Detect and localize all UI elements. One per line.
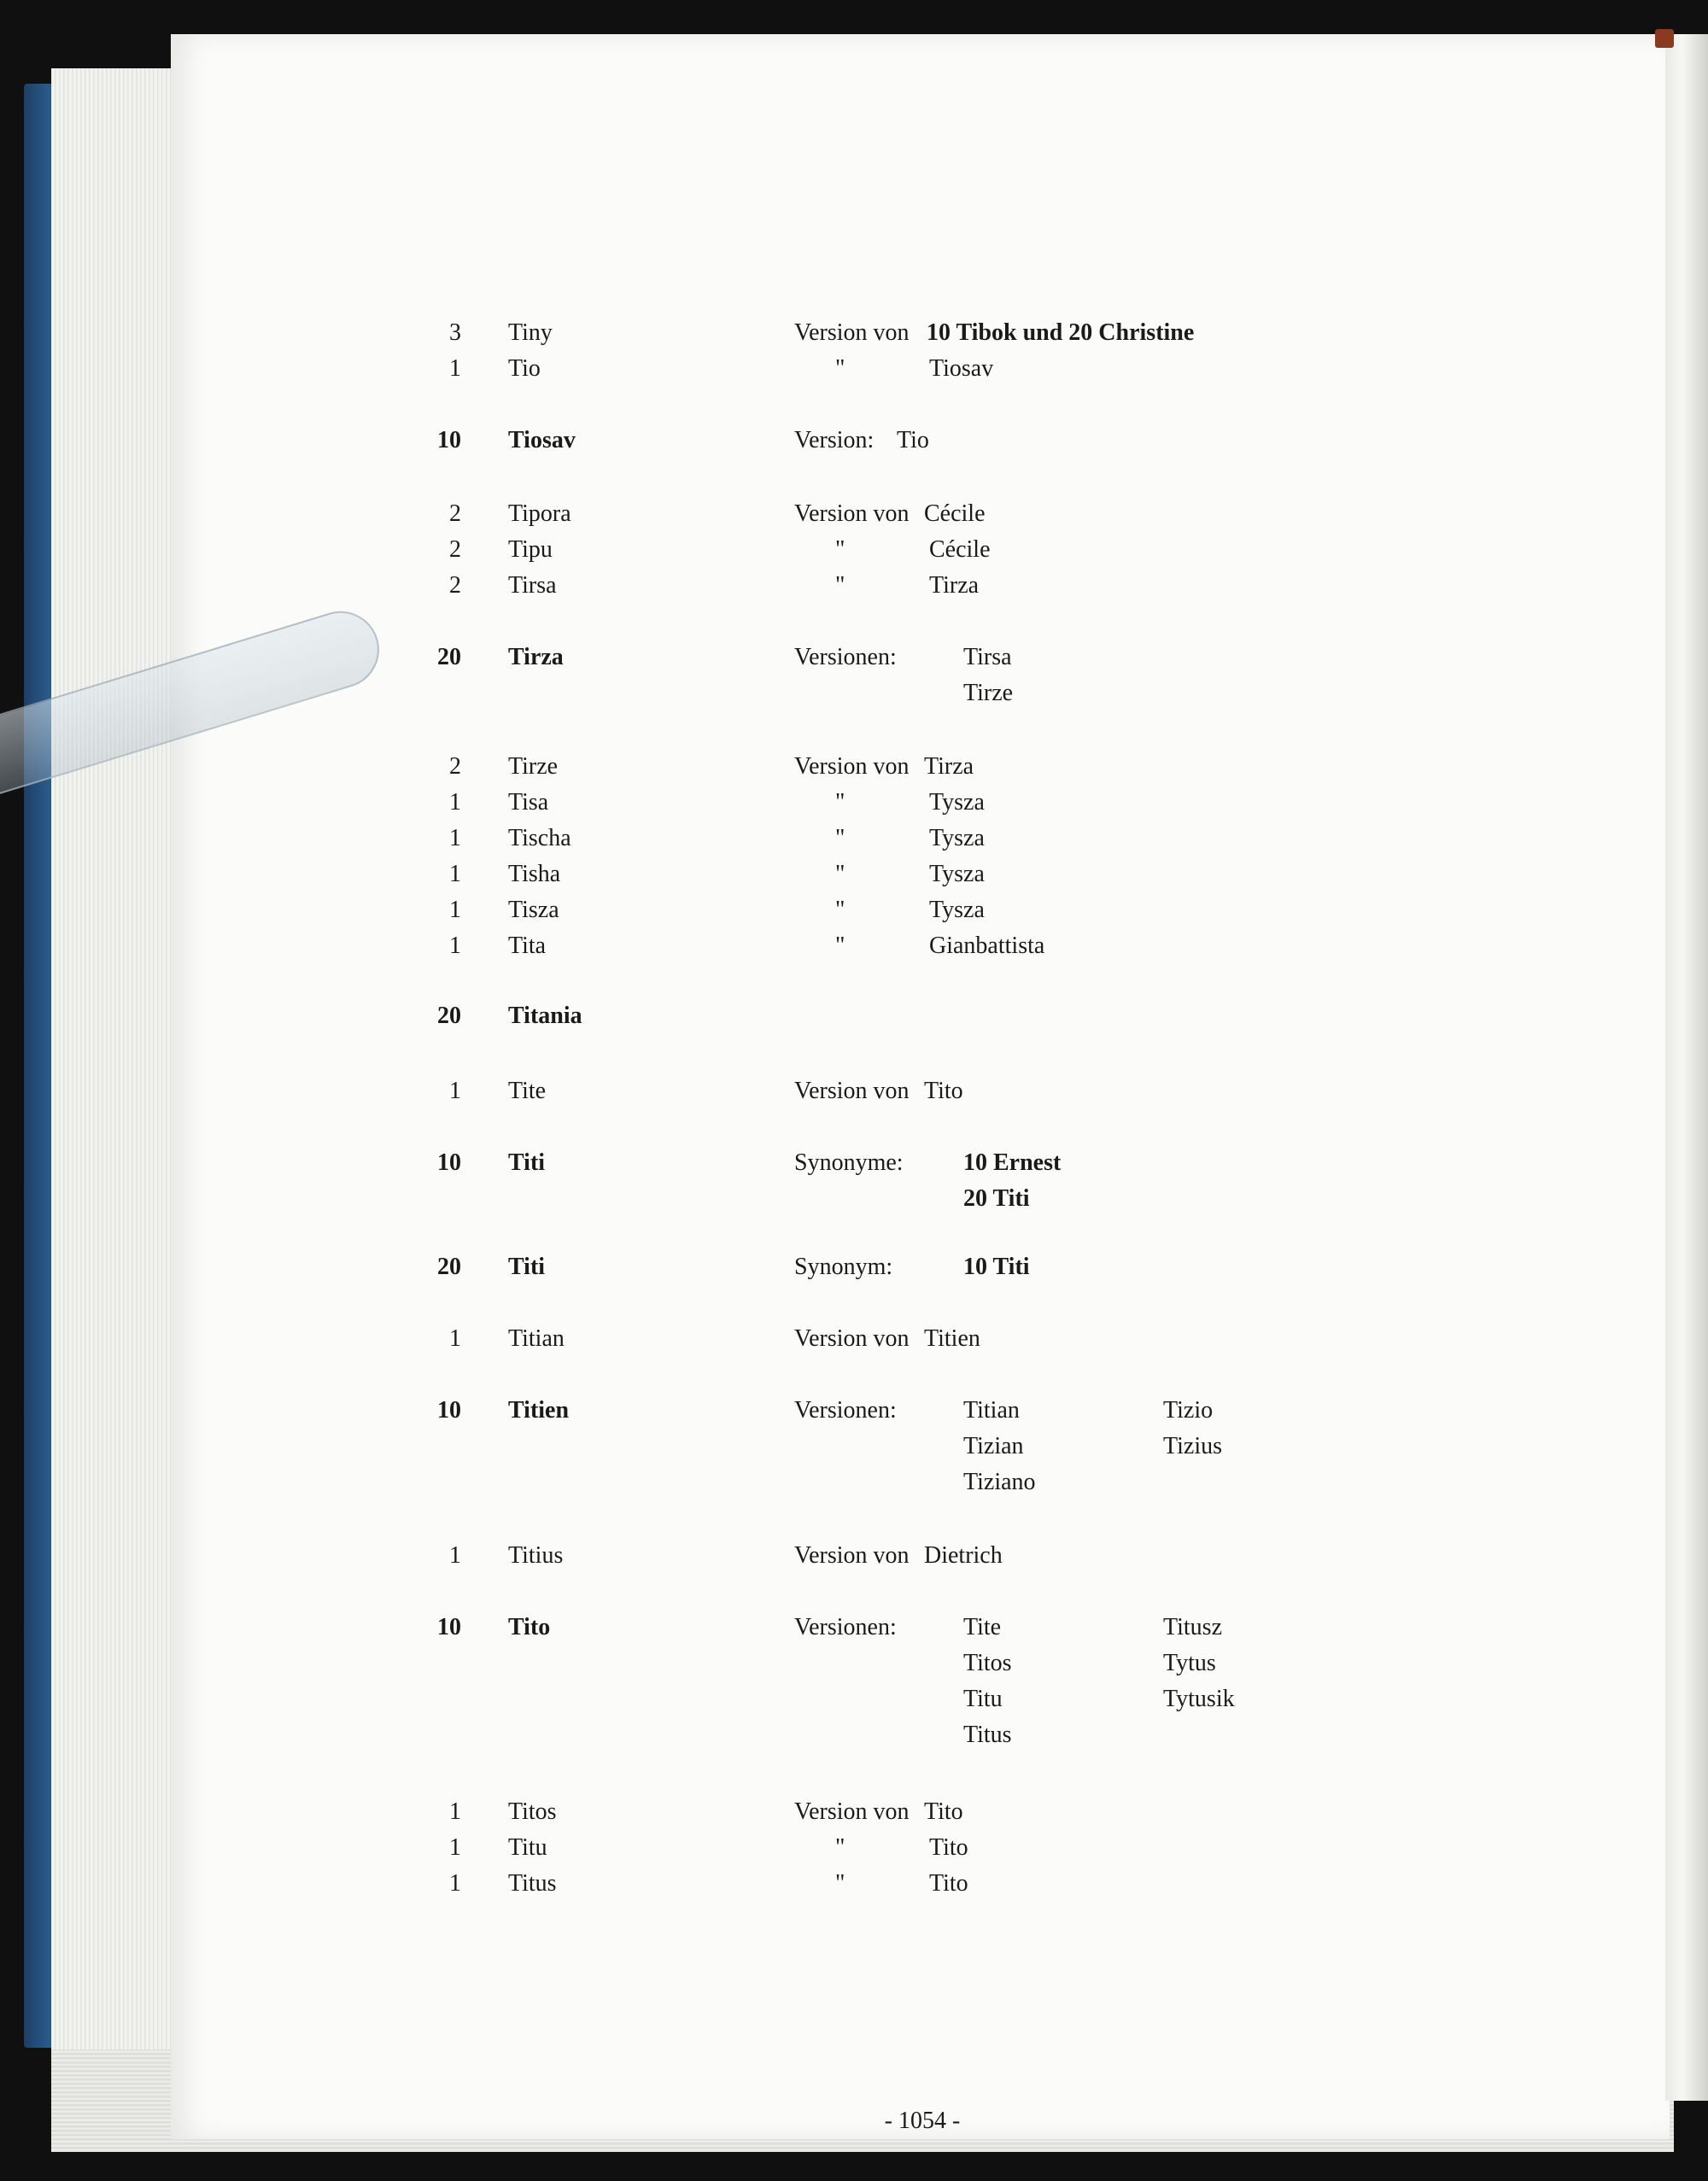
entry-name: Tio xyxy=(508,355,541,382)
entry-reference: Cécile xyxy=(924,500,986,527)
entry-reference: Cécile xyxy=(929,536,991,563)
entry-relation-label: Version von xyxy=(794,753,910,780)
entry-name: Tirze xyxy=(508,753,559,780)
ditto-mark: " xyxy=(835,1834,845,1861)
entry-name: Tisza xyxy=(508,897,559,923)
entry-reference: Tirza xyxy=(929,572,980,599)
entry-reference: Tizio xyxy=(1163,1397,1214,1424)
entry-reference: Tiosav xyxy=(929,355,994,382)
entry-reference: Tito xyxy=(924,1798,963,1825)
entry-name: Titos xyxy=(508,1798,557,1825)
entry-row xyxy=(0,1148,1708,1212)
entry-reference: Tysza xyxy=(929,789,985,816)
entry-frequency: 1 xyxy=(449,355,461,382)
entry-name: Tirsa xyxy=(508,572,557,599)
entry-row xyxy=(0,1833,1708,1863)
entry-name: Titian xyxy=(508,1325,564,1352)
entry-name: Tisha xyxy=(508,861,561,887)
entry-name: Titania xyxy=(508,1003,582,1029)
entry-frequency: 1 xyxy=(449,1798,461,1825)
entry-row xyxy=(0,823,1708,854)
entry-reference: Tysza xyxy=(929,861,985,887)
entry-frequency: 2 xyxy=(449,500,461,527)
page-number: - 1054 - xyxy=(884,2108,961,2134)
entry-name: Tiosav xyxy=(508,427,576,453)
entry-relation-label: Version von xyxy=(794,1798,910,1825)
entry-row xyxy=(0,318,1708,348)
entry-frequency: 10 xyxy=(437,1614,461,1640)
entry-relation-label: Versionen: xyxy=(794,1397,897,1424)
ditto-mark: " xyxy=(835,933,845,959)
entry-frequency: 1 xyxy=(449,861,461,887)
entry-row xyxy=(0,1868,1708,1899)
entry-relation-label: Version: xyxy=(794,427,874,453)
entry-reference: Titu xyxy=(963,1686,1003,1712)
entry-reference: Tito xyxy=(929,1870,968,1897)
entry-reference: 10 Tibok und 20 Christine xyxy=(927,319,1195,346)
entry-relation-label: Version von xyxy=(794,1542,910,1569)
ditto-mark: " xyxy=(835,825,845,851)
entry-frequency: 10 xyxy=(437,427,461,453)
entry-reference: 10 Titi xyxy=(963,1254,1030,1280)
entry-relation-label: Synonym: xyxy=(794,1254,893,1280)
entry-name: Titius xyxy=(508,1542,564,1569)
entry-reference: Tito xyxy=(924,1078,963,1104)
entry-frequency: 10 xyxy=(437,1397,461,1424)
entry-relation-label: Versionen: xyxy=(794,1614,897,1640)
entry-frequency: 1 xyxy=(449,1870,461,1897)
entry-relation-label: Versionen: xyxy=(794,644,897,670)
entry-reference: Titus xyxy=(963,1722,1012,1748)
entry-name: Tita xyxy=(508,933,547,959)
entry-frequency: 3 xyxy=(449,319,461,346)
entry-row xyxy=(0,642,1708,706)
entry-reference: Tio xyxy=(897,427,929,453)
entry-row xyxy=(0,535,1708,565)
entry-reference: Tirsa xyxy=(963,644,1012,670)
entry-name: Titu xyxy=(508,1834,547,1861)
entry-reference: Gianbattista xyxy=(929,933,1045,959)
ditto-mark: " xyxy=(835,789,845,816)
entry-reference: 20 Titi xyxy=(963,1185,1030,1212)
entry-frequency: 2 xyxy=(449,536,461,563)
entry-frequency: 20 xyxy=(437,1003,461,1029)
entry-relation-label: Version von xyxy=(794,1325,910,1352)
entry-frequency: 1 xyxy=(449,933,461,959)
entry-row xyxy=(0,859,1708,890)
entry-name: Titi xyxy=(508,1254,546,1280)
entry-name: Tipora xyxy=(508,500,571,527)
entry-row xyxy=(0,1252,1708,1283)
entry-row xyxy=(0,751,1708,782)
entry-frequency: 1 xyxy=(449,789,461,816)
entry-row xyxy=(0,931,1708,962)
entry-relation-label: Synonyme: xyxy=(794,1149,904,1176)
entry-frequency: 20 xyxy=(437,1254,461,1280)
entry-row xyxy=(0,1797,1708,1827)
entry-name: Tipu xyxy=(508,536,553,563)
entry-row xyxy=(0,354,1708,384)
entry-name: Tirza xyxy=(508,644,564,670)
entry-reference: Tytus xyxy=(1163,1650,1216,1676)
entry-frequency: 1 xyxy=(449,897,461,923)
entry-row xyxy=(0,499,1708,529)
entry-name: Titien xyxy=(508,1397,570,1424)
entry-reference: Titos xyxy=(963,1650,1012,1676)
entry-reference: Titusz xyxy=(1163,1614,1223,1640)
entry-name: Tischa xyxy=(508,825,571,851)
ditto-mark: " xyxy=(835,1870,845,1897)
entry-name: Tite xyxy=(508,1078,547,1104)
entry-name: Titi xyxy=(508,1149,546,1176)
entry-reference: Tite xyxy=(963,1614,1002,1640)
entry-row xyxy=(0,1612,1708,1748)
entry-row xyxy=(0,1541,1708,1571)
ditto-mark: " xyxy=(835,355,845,382)
entry-reference: Tirze xyxy=(963,680,1014,706)
ditto-mark: " xyxy=(835,572,845,599)
ditto-mark: " xyxy=(835,536,845,563)
entry-name: Tito xyxy=(508,1614,551,1640)
entry-reference: Tytusik xyxy=(1163,1686,1235,1712)
entry-frequency: 1 xyxy=(449,1078,461,1104)
entry-frequency: 1 xyxy=(449,1325,461,1352)
ditto-mark: " xyxy=(835,861,845,887)
entry-frequency: 1 xyxy=(449,1834,461,1861)
entry-row xyxy=(0,1395,1708,1495)
entry-reference: 10 Ernest xyxy=(963,1149,1062,1176)
entry-relation-label: Version von xyxy=(794,1078,910,1104)
entry-name: Titus xyxy=(508,1870,557,1897)
entry-reference: Tirza xyxy=(924,753,974,780)
entry-reference: Tito xyxy=(929,1834,968,1861)
entry-reference: Tiziano xyxy=(963,1469,1036,1495)
entry-relation-label: Version von xyxy=(794,319,910,346)
entry-frequency: 10 xyxy=(437,1149,461,1176)
entry-relation-label: Version von xyxy=(794,500,910,527)
entry-frequency: 2 xyxy=(449,572,461,599)
entry-reference: Dietrich xyxy=(924,1542,1003,1569)
entry-reference: Tizius xyxy=(1163,1433,1223,1459)
entry-row xyxy=(0,1076,1708,1107)
entry-row xyxy=(0,570,1708,601)
ditto-mark: " xyxy=(835,897,845,923)
entry-reference: Titian xyxy=(963,1397,1020,1424)
entry-frequency: 2 xyxy=(449,753,461,780)
entry-row xyxy=(0,1324,1708,1354)
entry-reference: Titien xyxy=(924,1325,980,1352)
entry-reference: Tysza xyxy=(929,897,985,923)
entry-row xyxy=(0,1001,1708,1032)
entry-reference: Tizian xyxy=(963,1433,1024,1459)
entry-frequency: 1 xyxy=(449,825,461,851)
entry-reference: Tysza xyxy=(929,825,985,851)
entry-name: Tiny xyxy=(508,319,553,346)
entry-row xyxy=(0,895,1708,926)
entry-name: Tisa xyxy=(508,789,549,816)
entry-frequency: 20 xyxy=(437,644,461,670)
entry-row xyxy=(0,787,1708,818)
entry-row xyxy=(0,425,1708,456)
entry-frequency: 1 xyxy=(449,1542,461,1569)
